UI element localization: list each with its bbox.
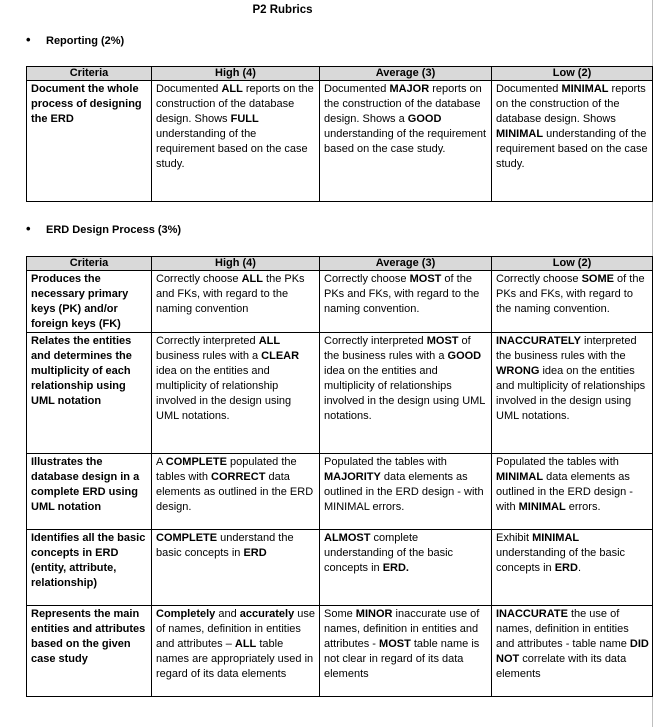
average-cell: Some MINOR inaccurate use of names, definition in entities and attributes - MOST table name is not clear in regard of its data elements (320, 606, 492, 697)
average-cell: ALMOST complete understanding of the basic concepts in ERD. (320, 530, 492, 606)
high-cell: Completely and accurately use of names, definition in entities and attributes – ALL table names are appropriately used in regard of its data elements (152, 606, 320, 697)
criteria-cell: Produces the necessary primary keys (PK) and/or foreign keys (FK) (27, 271, 152, 333)
table-row (27, 454, 653, 530)
section-heading-label: ERD Design Process (3%) (46, 224, 182, 236)
low-cell: Populated the tables with MINIMAL data elements as outlined in the ERD design - with MINIMAL errors. (492, 454, 653, 530)
table-row (27, 81, 653, 202)
low-cell: Documented MINIMAL reports on the construction of the database design. Shows MINIMAL understanding of the requirement based on the case study. (492, 81, 653, 202)
header-high: High (4) (152, 257, 320, 271)
table-row (27, 530, 653, 606)
bullet-icon: • (26, 221, 31, 236)
high-cell: COMPLETE understand the basic concepts in ERD (152, 530, 320, 606)
high-cell: Correctly choose ALL the PKs and FKs, with regard to the naming convention (152, 271, 320, 333)
average-cell: Correctly interpreted MOST of the business rules with a GOOD idea on the entities and multiplicity of relationships involved in the design using UML notations. (320, 333, 492, 454)
table-row (27, 606, 653, 697)
page-title: P2 Rubrics (252, 4, 313, 16)
header-high: High (4) (152, 67, 320, 81)
criteria-cell: Represents the main entities and attributes based on the given case study (27, 606, 152, 697)
rubric-table-erd-design (26, 256, 653, 697)
table-header-row (27, 67, 653, 81)
low-cell: Correctly choose SOME of the PKs and FKs, with regard to the naming convention. (492, 271, 653, 333)
section-heading-reporting (26, 34, 124, 47)
header-low: Low (2) (492, 67, 653, 81)
header-low: Low (2) (492, 257, 653, 271)
criteria-cell: Identifies all the basic concepts in ERD (entity, attribute, relationship) (27, 530, 152, 606)
header-criteria: Criteria (27, 67, 152, 81)
low-cell: Exhibit MINIMAL understanding of the basic concepts in ERD. (492, 530, 653, 606)
header-average: Average (3) (320, 67, 492, 81)
header-average: Average (3) (320, 257, 492, 271)
average-cell: Correctly choose MOST of the PKs and FKs, with regard to the naming convention. (320, 271, 492, 333)
criteria-cell: Relates the entities and determines the multiplicity of each relationship using UML notation (27, 333, 152, 454)
section-heading-erd-design (26, 223, 181, 236)
header-criteria: Criteria (27, 257, 152, 271)
bullet-icon: • (26, 32, 31, 47)
criteria-cell: Illustrates the database design in a complete ERD using UML notation (27, 454, 152, 530)
section-heading-label: Reporting (2%) (46, 35, 125, 47)
average-cell: Documented MAJOR reports on the construction of the database design. Shows a GOOD understanding of the requirement based on the case study. (320, 81, 492, 202)
high-cell: Documented ALL reports on the construction of the database design. Shows FULL understanding of the requirement based on the case study. (152, 81, 320, 202)
high-cell: A COMPLETE populated the tables with CORRECT data elements as outlined in the ERD design. (152, 454, 320, 530)
table-row (27, 271, 653, 333)
criteria-cell: Document the whole process of designing the ERD (27, 81, 152, 202)
rubric-table-reporting (26, 66, 653, 202)
low-cell: INACCURATE the use of names, definition in entities and attributes - table name DID NOT correlate with its data elements (492, 606, 653, 697)
high-cell: Correctly interpreted ALL business rules with a CLEAR idea on the entities and multiplicity of relationship involved in the design using UML notations. (152, 333, 320, 454)
table-row (27, 333, 653, 454)
table-header-row (27, 257, 653, 271)
low-cell: INACCURATELY interpreted the business rules with the WRONG idea on the entities and multiplicity of relationships involved in the design using UML notations. (492, 333, 653, 454)
average-cell: Populated the tables with MAJORITY data elements as outlined in the ERD design - with MINIMAL errors. (320, 454, 492, 530)
